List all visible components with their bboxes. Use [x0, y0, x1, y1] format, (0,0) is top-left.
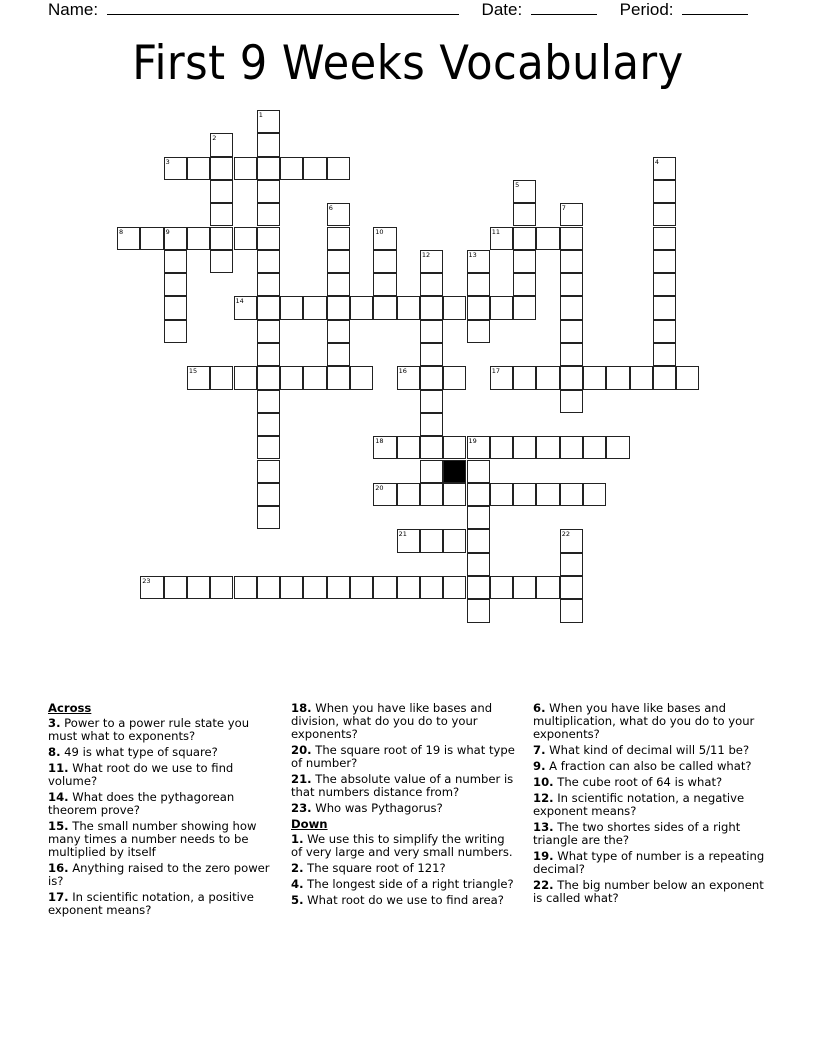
- clue-number-label: 17: [491, 367, 501, 376]
- clue-number: 18.: [291, 701, 312, 715]
- clue-number: 12.: [533, 791, 554, 805]
- grid-cell[interactable]: [397, 366, 420, 389]
- grid-cell[interactable]: [327, 576, 350, 599]
- clue-number-label: 15: [188, 367, 198, 376]
- grid-cell[interactable]: [257, 320, 280, 343]
- grid-cell[interactable]: [327, 203, 350, 226]
- grid-cell[interactable]: [513, 273, 536, 296]
- grid-cell[interactable]: [280, 296, 303, 319]
- grid-cell[interactable]: [606, 366, 629, 389]
- grid-cell[interactable]: [257, 110, 280, 133]
- grid-cell[interactable]: [373, 436, 396, 459]
- grid-cell[interactable]: [350, 296, 373, 319]
- grid-cell[interactable]: [467, 460, 490, 483]
- clue-across-17: [48, 891, 276, 917]
- grid-cell[interactable]: [653, 343, 676, 366]
- grid-cell[interactable]: [513, 296, 536, 319]
- clue-across-23: [291, 802, 519, 815]
- grid-cell[interactable]: [490, 576, 513, 599]
- clue-number-label: 14: [235, 297, 244, 306]
- grid-cell[interactable]: [420, 296, 443, 319]
- grid-cell[interactable]: [583, 366, 606, 389]
- grid-cell[interactable]: [536, 483, 559, 506]
- grid-cell[interactable]: [373, 250, 396, 273]
- clue-number: 4.: [291, 877, 304, 891]
- clue-text: The square root of 19 is what type of number?: [291, 743, 515, 770]
- grid-cell[interactable]: [420, 436, 443, 459]
- grid-cell[interactable]: [327, 157, 350, 180]
- clue-text: The two shortes sides of a right triangle are the?: [533, 820, 741, 847]
- clues-column-1: [48, 702, 276, 920]
- grid-cell[interactable]: [560, 296, 583, 319]
- grid-cell[interactable]: [257, 506, 280, 529]
- clue-number-label: 3: [165, 157, 170, 166]
- grid-cell[interactable]: [653, 366, 676, 389]
- grid-cell[interactable]: [467, 250, 490, 273]
- clue-number: 5.: [291, 893, 304, 907]
- grid-cell[interactable]: [210, 203, 233, 226]
- grid-cell[interactable]: [373, 273, 396, 296]
- grid-cell[interactable]: [257, 460, 280, 483]
- grid-cell[interactable]: [210, 157, 233, 180]
- grid-cell[interactable]: [467, 296, 490, 319]
- grid-cell[interactable]: [327, 366, 350, 389]
- clue-text: Anything raised to the zero power is?: [48, 861, 270, 888]
- grid-cell[interactable]: [234, 366, 257, 389]
- clue-number-label: 13: [468, 250, 477, 259]
- clue-number: 7.: [533, 743, 546, 757]
- grid-cell[interactable]: [303, 366, 326, 389]
- grid-cell[interactable]: [210, 250, 233, 273]
- grid-cell[interactable]: [653, 227, 676, 250]
- grid-cell[interactable]: [513, 483, 536, 506]
- grid-cell[interactable]: [420, 390, 443, 413]
- clue-number-label: 16: [398, 367, 407, 376]
- grid-cell[interactable]: [397, 436, 420, 459]
- clue-text: In scientific notation, a positive exponent means?: [48, 890, 254, 917]
- grid-cell[interactable]: [560, 250, 583, 273]
- grid-cell[interactable]: [210, 227, 233, 250]
- grid-cell[interactable]: [536, 576, 559, 599]
- clue-number-label: 11: [491, 227, 501, 236]
- clue-number-label: 20: [375, 483, 384, 492]
- grid-cell[interactable]: [257, 390, 280, 413]
- grid-cell[interactable]: [280, 366, 303, 389]
- clue-text: When you have like bases and division, what do you do to your exponents?: [291, 701, 493, 741]
- grid-cell[interactable]: [164, 227, 187, 250]
- clue-across-20: [291, 744, 519, 770]
- clue-across-3: [48, 717, 276, 743]
- grid-cell[interactable]: [560, 576, 583, 599]
- clue-text: What type of number is a repeating decimal?: [533, 849, 765, 876]
- clue-down-1: [291, 833, 519, 859]
- clue-number: 20.: [291, 743, 312, 757]
- grid-cell[interactable]: [467, 483, 490, 506]
- grid-cell[interactable]: [257, 133, 280, 156]
- grid-cell[interactable]: [443, 483, 466, 506]
- grid-cell[interactable]: [234, 227, 257, 250]
- grid-cell[interactable]: [583, 483, 606, 506]
- grid-cell[interactable]: [606, 436, 629, 459]
- clue-number: 3.: [48, 716, 61, 730]
- grid-cell[interactable]: [280, 576, 303, 599]
- grid-cell[interactable]: [140, 227, 163, 250]
- grid-cell[interactable]: [257, 250, 280, 273]
- grid-cell[interactable]: [420, 483, 443, 506]
- clue-text: What does the pythagorean theorem prove?: [48, 790, 235, 817]
- grid-cell[interactable]: [420, 343, 443, 366]
- grid-cell[interactable]: [630, 366, 653, 389]
- grid-cell[interactable]: [257, 180, 280, 203]
- grid-cell[interactable]: [490, 227, 513, 250]
- grid-cell[interactable]: [560, 227, 583, 250]
- grid-cell[interactable]: [373, 576, 396, 599]
- clue-down-10: [533, 776, 773, 789]
- clues-column-2: [291, 702, 519, 910]
- grid-cell[interactable]: [560, 483, 583, 506]
- grid-cell[interactable]: [327, 227, 350, 250]
- grid-cell[interactable]: [280, 157, 303, 180]
- grid-cell[interactable]: [373, 296, 396, 319]
- clue-across-15: [48, 820, 276, 859]
- clue-down-7: [533, 744, 773, 757]
- grid-cell[interactable]: [490, 296, 513, 319]
- clues-column-3: [533, 702, 773, 908]
- grid-cell[interactable]: [420, 460, 443, 483]
- grid-cell[interactable]: [397, 529, 420, 552]
- grid-cell[interactable]: [467, 273, 490, 296]
- grid-cell[interactable]: [560, 343, 583, 366]
- clue-number-label: 1: [258, 111, 263, 119]
- clue-number-label: 19: [468, 437, 477, 446]
- grid-cell[interactable]: [490, 483, 513, 506]
- clue-text: What root do we use to find volume?: [48, 761, 234, 788]
- clue-text: In scientific notation, a negative exponent means?: [533, 791, 745, 818]
- grid-cell[interactable]: [234, 157, 257, 180]
- grid-cell[interactable]: [117, 227, 140, 250]
- grid-cell[interactable]: [350, 576, 373, 599]
- grid-cell[interactable]: [513, 436, 536, 459]
- grid-cell[interactable]: [210, 180, 233, 203]
- grid-cell[interactable]: [164, 296, 187, 319]
- black-cell: [443, 460, 466, 483]
- grid-cell[interactable]: [560, 390, 583, 413]
- grid-cell[interactable]: [513, 366, 536, 389]
- clue-number-label: 22: [561, 530, 570, 539]
- clue-number: 23.: [291, 801, 312, 815]
- grid-cell[interactable]: [210, 133, 233, 156]
- clue-number: 13.: [533, 820, 554, 834]
- clue-number-label: 23: [142, 577, 151, 585]
- grid-cell[interactable]: [467, 553, 490, 576]
- grid-cell[interactable]: [257, 203, 280, 226]
- grid-cell[interactable]: [257, 436, 280, 459]
- grid-cell[interactable]: [327, 296, 350, 319]
- clue-down-13: [533, 821, 773, 847]
- clue-across-11: [48, 762, 276, 788]
- clue-number: 1.: [291, 832, 304, 846]
- grid-cell[interactable]: [187, 576, 210, 599]
- grid-cell[interactable]: [303, 157, 326, 180]
- clue-number-label: 21: [398, 530, 407, 539]
- grid-cell[interactable]: [420, 413, 443, 436]
- grid-cell[interactable]: [653, 273, 676, 296]
- clue-number-label: 9: [165, 227, 170, 236]
- down-heading: Down: [291, 817, 328, 831]
- clue-down-19: [533, 850, 773, 876]
- grid-cell[interactable]: [443, 529, 466, 552]
- clue-down-2: [291, 862, 519, 875]
- grid-cell[interactable]: [164, 576, 187, 599]
- grid-cell[interactable]: [653, 296, 676, 319]
- grid-cell[interactable]: [467, 506, 490, 529]
- clue-number: 9.: [533, 759, 546, 773]
- clue-text: What kind of decimal will 5/11 be?: [549, 743, 750, 757]
- clue-across-16: [48, 862, 276, 888]
- clue-text: The absolute value of a number is that numbers distance from?: [291, 772, 514, 799]
- grid-cell[interactable]: [257, 296, 280, 319]
- clue-number-label: 6: [328, 204, 333, 213]
- grid-cell[interactable]: [210, 366, 233, 389]
- clue-text: 49 is what type of square?: [64, 745, 218, 759]
- clue-number: 17.: [48, 890, 69, 904]
- page-title: First 9 Weeks Vocabulary: [132, 36, 684, 91]
- grid-cell[interactable]: [583, 436, 606, 459]
- grid-cell[interactable]: [560, 436, 583, 459]
- clue-text: The longest side of a right triangle?: [307, 877, 514, 891]
- grid-cell[interactable]: [443, 366, 466, 389]
- grid-cell[interactable]: [373, 227, 396, 250]
- grid-cell[interactable]: [560, 320, 583, 343]
- grid-cell[interactable]: [467, 599, 490, 622]
- grid-cell[interactable]: [210, 576, 233, 599]
- grid-cell[interactable]: [467, 436, 490, 459]
- clue-number-label: 5: [515, 180, 520, 189]
- clue-text: When you have like bases and multiplication, what do you do to your exponents?: [533, 701, 755, 741]
- clue-across-18: [291, 702, 519, 741]
- clue-number: 15.: [48, 819, 69, 833]
- clue-text: The cube root of 64 is what?: [557, 775, 723, 789]
- grid-cell[interactable]: [490, 366, 513, 389]
- clue-text: A fraction can also be called what?: [549, 759, 752, 773]
- clue-text: Who was Pythagorus?: [315, 801, 443, 815]
- grid-cell[interactable]: [467, 529, 490, 552]
- grid-cell[interactable]: [397, 483, 420, 506]
- grid-cell[interactable]: [327, 250, 350, 273]
- clue-down-6: [533, 702, 773, 741]
- grid-cell[interactable]: [164, 273, 187, 296]
- grid-cell[interactable]: [536, 436, 559, 459]
- clue-number: 8.: [48, 745, 61, 759]
- grid-cell[interactable]: [327, 343, 350, 366]
- grid-cell[interactable]: [513, 227, 536, 250]
- grid-cell[interactable]: [257, 157, 280, 180]
- grid-cell[interactable]: [560, 529, 583, 552]
- grid-cell[interactable]: [234, 576, 257, 599]
- grid-cell[interactable]: [140, 576, 163, 599]
- clue-across-21: [291, 773, 519, 799]
- grid-cell[interactable]: [443, 576, 466, 599]
- grid-cell[interactable]: [560, 366, 583, 389]
- grid-cell[interactable]: [536, 227, 559, 250]
- grid-cell[interactable]: [350, 366, 373, 389]
- grid-cell[interactable]: [303, 296, 326, 319]
- clue-number: 22.: [533, 878, 554, 892]
- grid-cell[interactable]: [653, 250, 676, 273]
- grid-cell[interactable]: [257, 343, 280, 366]
- clue-down-5: [291, 894, 519, 907]
- grid-cell[interactable]: [560, 273, 583, 296]
- grid-cell[interactable]: [513, 180, 536, 203]
- clue-number: 16.: [48, 861, 69, 875]
- clue-number: 6.: [533, 701, 546, 715]
- grid-cell[interactable]: [327, 273, 350, 296]
- clue-text: What root do we use to find area?: [307, 893, 504, 907]
- grid-cell[interactable]: [467, 320, 490, 343]
- grid-cell[interactable]: [513, 576, 536, 599]
- grid-cell[interactable]: [467, 576, 490, 599]
- grid-cell[interactable]: [257, 227, 280, 250]
- grid-cell[interactable]: [513, 203, 536, 226]
- grid-cell[interactable]: [234, 296, 257, 319]
- grid-cell[interactable]: [560, 599, 583, 622]
- clue-text: Power to a power rule state you must what to exponents?: [48, 716, 250, 743]
- grid-cell[interactable]: [397, 576, 420, 599]
- clue-number: 2.: [291, 861, 304, 875]
- grid-cell[interactable]: [164, 157, 187, 180]
- grid-cell[interactable]: [420, 366, 443, 389]
- grid-cell[interactable]: [187, 227, 210, 250]
- clue-down-12: [533, 792, 773, 818]
- clue-across-14: [48, 791, 276, 817]
- clue-number: 10.: [533, 775, 554, 789]
- clue-number-label: 8: [119, 227, 124, 236]
- grid-cell[interactable]: [676, 366, 699, 389]
- clue-down-9: [533, 760, 773, 773]
- clue-across-8: [48, 746, 276, 759]
- grid-cell[interactable]: [653, 320, 676, 343]
- grid-cell[interactable]: [257, 273, 280, 296]
- clue-down-4: [291, 878, 519, 891]
- grid-cell[interactable]: [536, 366, 559, 389]
- clue-number-label: 18: [375, 437, 384, 446]
- grid-cell[interactable]: [420, 576, 443, 599]
- clue-down-22: [533, 879, 773, 905]
- grid-cell[interactable]: [653, 180, 676, 203]
- clue-number: 11.: [48, 761, 69, 775]
- grid-cell[interactable]: [560, 553, 583, 576]
- clue-number: 21.: [291, 772, 312, 786]
- grid-cell[interactable]: [373, 483, 396, 506]
- across-heading: Across: [48, 701, 92, 715]
- grid-cell[interactable]: [164, 320, 187, 343]
- clue-text: The square root of 121?: [307, 861, 446, 875]
- clue-number: 14.: [48, 790, 69, 804]
- clue-number-label: 12: [421, 250, 431, 259]
- period-label: Period:: [619, 0, 674, 19]
- grid-cell[interactable]: [327, 320, 350, 343]
- grid-cell[interactable]: [420, 529, 443, 552]
- clue-number: 19.: [533, 849, 554, 863]
- grid-cell[interactable]: [653, 157, 676, 180]
- clue-text: The small number showing how many times a number needs to be multiplied by itself: [48, 819, 257, 859]
- grid-cell[interactable]: [164, 250, 187, 273]
- name-label: Name:: [48, 0, 99, 19]
- grid-cell[interactable]: [560, 203, 583, 226]
- clue-number-label: 2: [212, 134, 217, 143]
- grid-cell[interactable]: [420, 320, 443, 343]
- grid-cell[interactable]: [490, 436, 513, 459]
- clue-number-label: 7: [561, 204, 566, 213]
- grid-cell[interactable]: [513, 250, 536, 273]
- grid-cell[interactable]: [420, 273, 443, 296]
- clue-number-label: 10: [375, 227, 384, 236]
- grid-cell[interactable]: [257, 576, 280, 599]
- grid-cell[interactable]: [187, 366, 210, 389]
- clue-text: We use this to simplify the writing of very large and very small numbers.: [291, 832, 513, 859]
- grid-cell[interactable]: [653, 203, 676, 226]
- grid-cell[interactable]: [443, 296, 466, 319]
- grid-cell[interactable]: [187, 157, 210, 180]
- grid-cell[interactable]: [443, 436, 466, 459]
- grid-cell[interactable]: [257, 366, 280, 389]
- date-label: Date:: [481, 0, 523, 19]
- clue-text: The big number below an exponent is called what?: [533, 878, 764, 905]
- grid-cell[interactable]: [397, 296, 420, 319]
- grid-cell[interactable]: [257, 413, 280, 436]
- grid-cell[interactable]: [420, 250, 443, 273]
- grid-cell[interactable]: [257, 483, 280, 506]
- clue-number-label: 4: [654, 157, 660, 166]
- grid-cell[interactable]: [303, 576, 326, 599]
